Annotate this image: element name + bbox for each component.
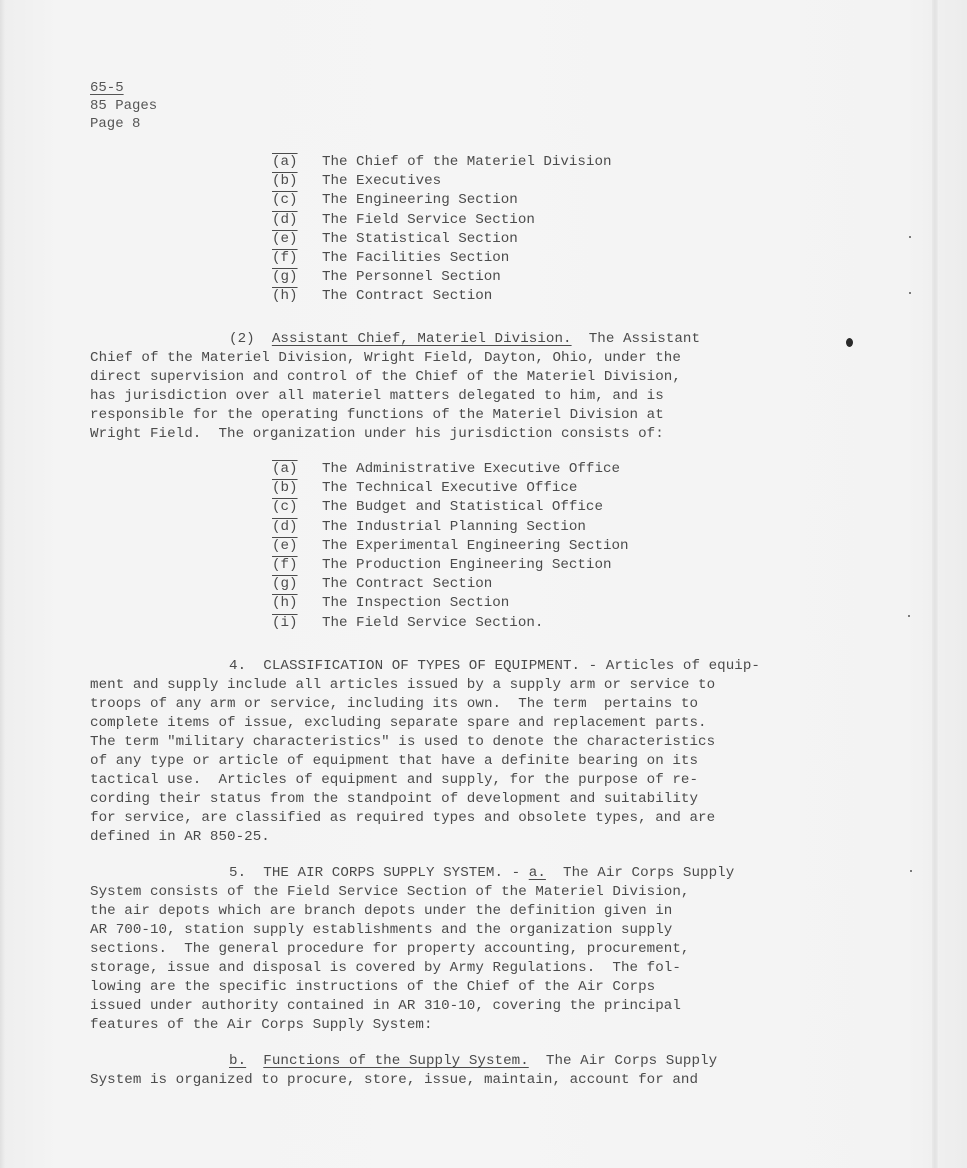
subsection-marker: a.: [528, 865, 546, 881]
paragraph-line: storage, issue and disposal is covered by Army Regulations. The fol-: [90, 960, 681, 976]
list-item-text: The Experimental Engineering Section: [322, 537, 629, 554]
list-item-text: The Field Service Section: [322, 211, 535, 228]
list-marker: (c): [272, 192, 298, 209]
page-left-edge: [0, 0, 5, 1168]
paragraph-text: The Air Corps Supply: [528, 1053, 718, 1069]
paragraph-line: issued under authority contained in AR 310-10, covering the principal: [90, 998, 681, 1014]
list-item-text: The Executives: [322, 173, 442, 190]
list-marker: (e): [272, 537, 298, 554]
organization-list-1: [272, 153, 611, 307]
paragraph-line: System is organized to procure, store, issue, maintain, account for and: [90, 1072, 699, 1088]
list-item: [272, 594, 629, 613]
paragraph-line: has jurisdiction over all materiel matters delegated to him, and is: [90, 388, 664, 404]
paragraph-line: for service, are classified as required types and obsolete types, and are: [90, 810, 716, 826]
paragraph-first-line: [90, 330, 810, 349]
list-marker: (f): [272, 557, 298, 574]
list-marker: (h): [272, 288, 298, 305]
paragraph-line: responsible for the operating functions of the Materiel Division at: [90, 407, 664, 423]
list-item: [272, 556, 629, 575]
section-4-classification: [90, 657, 810, 847]
list-item-text: The Field Service Section.: [322, 614, 544, 631]
paragraph-line: cording their status from the standpoint of development and suitability: [90, 791, 699, 807]
subsection-heading: Functions of the Supply System.: [263, 1053, 529, 1069]
list-item: [272, 230, 611, 249]
paragraph-text: The Assistant: [588, 331, 701, 347]
scan-speck: [910, 870, 912, 872]
list-item: [272, 153, 611, 172]
list-item-text: The Industrial Planning Section: [322, 518, 586, 535]
list-marker: (a): [272, 154, 298, 170]
paragraph-line: direct supervision and control of the Chief of the Materiel Division,: [90, 369, 681, 385]
paragraph-line: defined in AR 850-25.: [90, 829, 270, 845]
document-number: 65-5: [90, 80, 124, 96]
list-marker: (d): [272, 211, 298, 228]
scan-speck: [908, 615, 910, 617]
paragraph-text: The Air Corps Supply: [545, 865, 735, 881]
subsection-marker: b.: [229, 1053, 247, 1069]
list-marker: (e): [272, 230, 298, 247]
list-item-text: The Chief of the Materiel Division: [322, 154, 612, 170]
organization-list-2: [272, 460, 629, 633]
list-item: [272, 498, 629, 517]
paragraph-line: The term "military characteristics" is used to denote the characteristics: [90, 734, 716, 750]
paragraph-line: lowing are the specific instructions of the Chief of the Air Corps: [90, 979, 656, 995]
list-item-text: The Statistical Section: [322, 230, 518, 247]
list-marker: (a): [272, 461, 298, 477]
scan-speck: [909, 292, 911, 294]
paragraph-line: ment and supply include all articles issued by a supply arm or service to: [90, 677, 716, 693]
list-marker: (g): [272, 576, 298, 593]
list-item-text: The Technical Executive Office: [322, 480, 578, 497]
section-5-supply-system: [90, 864, 810, 1035]
list-marker: (f): [272, 250, 298, 267]
list-item: [272, 537, 629, 556]
paragraph-line: of any type or article of equipment that have a definite bearing on its: [90, 753, 699, 769]
list-item: [272, 518, 629, 537]
paragraph-line: AR 700-10, station supply establishments and the organization supply: [90, 922, 673, 938]
paragraph-line: Chief of the Materiel Division, Wright Field, Dayton, Ohio, under the: [90, 350, 681, 366]
scan-speck: [846, 338, 853, 347]
list-item-text: The Facilities Section: [322, 250, 510, 267]
paragraph-line: tactical use. Articles of equipment and supply, for the purpose of re-: [90, 772, 699, 788]
section-heading: 5. THE AIR CORPS SUPPLY SYSTEM. -: [229, 865, 529, 881]
list-item: [272, 479, 629, 498]
paragraph-number: (2): [229, 331, 255, 347]
list-item: [272, 575, 629, 594]
list-item: [272, 460, 629, 479]
scan-speck: [909, 236, 911, 238]
paragraph-assistant-chief: [90, 330, 810, 444]
list-marker: (i): [272, 614, 298, 631]
list-marker: (b): [272, 480, 298, 497]
list-item: [272, 614, 629, 633]
list-item-text: The Engineering Section: [322, 192, 518, 209]
list-item-text: The Personnel Section: [322, 269, 501, 286]
list-marker: (g): [272, 269, 298, 286]
list-item-text: The Inspection Section: [322, 595, 510, 612]
list-item: [272, 191, 611, 210]
list-item: [272, 287, 611, 306]
list-marker: (h): [272, 595, 298, 612]
paragraph-heading: Assistant Chief, Materiel Division.: [271, 331, 572, 347]
paragraph-line: sections. The general procedure for property accounting, procurement,: [90, 941, 690, 957]
list-item: [272, 211, 611, 230]
paragraph-line: complete items of issue, excluding separate spare and replacement parts.: [90, 715, 707, 731]
paragraph-line: troops of any arm or service, including its own. The term pertains to: [90, 696, 699, 712]
list-marker: (b): [272, 173, 298, 190]
list-item-text: The Production Engineering Section: [322, 557, 612, 574]
paragraph-line: features of the Air Corps Supply System:: [90, 1017, 433, 1033]
paragraph-line: the air depots which are branch depots under the definition given in: [90, 903, 673, 919]
paragraph-line: Wright Field. The organization under his jurisdiction consists of:: [90, 426, 664, 442]
section-heading-line: [90, 864, 810, 883]
list-item: [272, 249, 611, 268]
list-marker: (c): [272, 499, 298, 516]
list-item-text: The Administrative Executive Office: [322, 461, 620, 477]
section-5b-functions: [90, 1052, 810, 1090]
list-item-text: The Budget and Statistical Office: [322, 499, 603, 516]
list-item: [272, 172, 611, 191]
total-pages: 85 Pages: [90, 98, 158, 114]
list-marker: (d): [272, 518, 298, 535]
list-item-text: The Contract Section: [322, 288, 493, 305]
list-item-text: The Contract Section: [322, 576, 493, 593]
page-fold-edge: [932, 0, 938, 1168]
section-heading-line: [90, 1052, 810, 1071]
section-heading-line: 4. CLASSIFICATION OF TYPES OF EQUIPMENT. - Articles of equip-: [229, 658, 760, 674]
page-number: Page 8: [90, 116, 141, 132]
list-item: [272, 268, 611, 287]
paragraph-line: System consists of the Field Service Section of the Materiel Division,: [90, 884, 690, 900]
